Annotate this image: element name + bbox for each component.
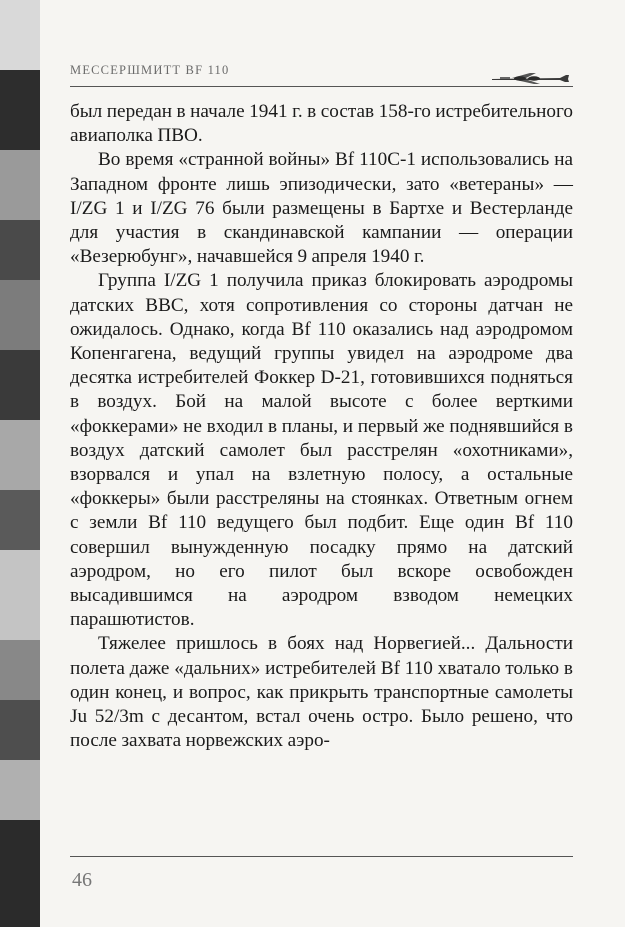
paragraph-3: Группа I/ZG 1 получила приказ блокировать аэродромы датских ВВС, хотя сопротивления со стороны датчан не ожидалось. Однако, когда Bf 110 оказались над аэродромом Копенгагена, ведущий группы увидел на аэродроме два десятка истребителей Фоккер D-21, готовившихся подняться в воздух. Бой на малой высоте с более верткими «фоккерами» не входил в планы, и первый же поднявшийся в воздух датский самолет был расстрелян «охотниками», взорвался и упал на взлетную полосу, а остальные «фоккеры» были расстреляны на стоянках. Ответным огнем с земли Bf 110 ведущего был подбит. Еще один Bf 110 совершил вынужденную посадку прямо на датский аэродром, но его пилот был вскоре освобожден высадившимся на аэродром взводом немецких парашютистов. [70,270,573,631]
aircraft-silhouette-icon [490,70,572,86]
paragraph-4: Тяжелее пришлось в боях над Норвегией... Дальности полета даже «дальних» истребителей Bf 110 хватало только в один конец, и вопрос, как прикрыть транспортные самолеты Ju 52/3m с десантом, встал очень остро. Было решено, что после захвата норвежских аэро- [70,633,573,752]
page-edge-tab-strip [0,0,40,927]
header-rule [70,86,573,87]
body-text [70,100,573,753]
running-title: МЕССЕРШМИТТ BF 110 [70,63,230,77]
paragraph-2: Во время «странной войны» Bf 110C-1 использовались на Западном фронте лишь эпизодически, зато «ветераны» — I/ZG 1 и I/ZG 76 были размещены в Бартхе и Вестерланде для участия в скандинавской кампании — операции «Везерюбунг», начавшейся 9 апреля 1940 г. [70,149,573,268]
footer-rule [70,856,573,857]
page-number: 46 [72,869,92,891]
paragraph-1: был передан в начале 1941 г. в состав 158-го истребительного авиаполка ПВО. [70,101,573,147]
